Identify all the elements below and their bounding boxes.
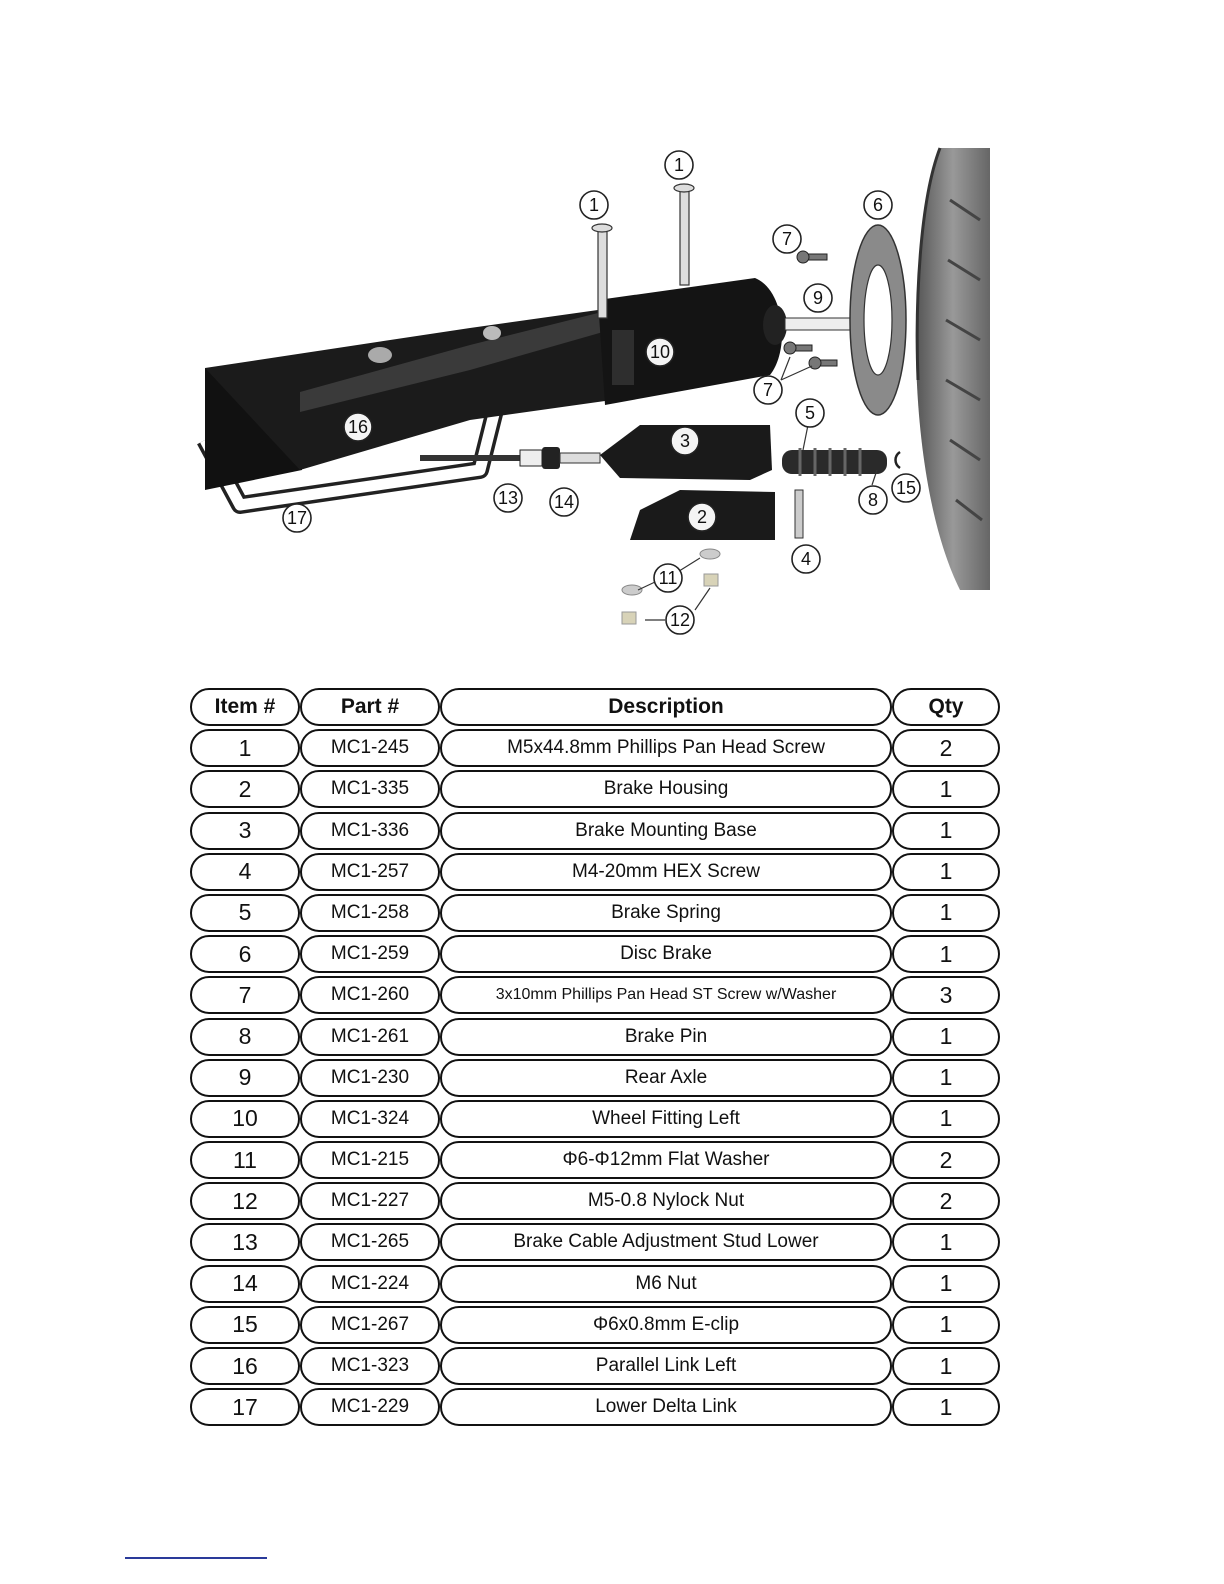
footnote-rule [125, 1557, 267, 1559]
item-cell: 17 [190, 1388, 300, 1426]
item-cell: 11 [190, 1141, 300, 1179]
table-row [190, 770, 1002, 811]
callout-item-1a [580, 191, 608, 219]
svg-text:13: 13 [497, 488, 519, 508]
item-cell: 3 [190, 812, 300, 850]
description-cell: Disc Brake [440, 935, 892, 973]
item-cell: 13 [190, 1223, 300, 1261]
header-item: Item # [190, 688, 300, 726]
table-row [190, 729, 1002, 770]
table-row [190, 1059, 1002, 1100]
qty-cell: 1 [892, 1265, 1000, 1303]
callout-item-3 [671, 427, 699, 455]
item-cell: 10 [190, 1100, 300, 1138]
qty-cell: 2 [892, 1141, 1000, 1179]
table-row [190, 935, 1002, 976]
callout-item-11 [654, 564, 682, 592]
table-row [190, 894, 1002, 935]
qty-cell: 1 [892, 853, 1000, 891]
callout-item-6 [864, 191, 892, 219]
svg-text:2: 2 [696, 507, 708, 527]
qty-cell: 1 [892, 1018, 1000, 1056]
table-row [190, 1018, 1002, 1059]
qty-cell: 1 [892, 1306, 1000, 1344]
table-row [190, 1265, 1002, 1306]
callout-item-10 [646, 338, 674, 366]
callout-item-12 [666, 606, 694, 634]
header-part: Part # [300, 688, 440, 726]
callout-item-5 [796, 399, 824, 427]
part-number-cell: MC1-230 [300, 1059, 440, 1097]
item-cell: 2 [190, 770, 300, 808]
description-cell: Φ6-Φ12mm Flat Washer [440, 1141, 892, 1179]
description-cell: 3x10mm Phillips Pan Head ST Screw w/Washer [440, 976, 892, 1014]
description-cell: Brake Mounting Base [440, 812, 892, 850]
item-cell: 1 [190, 729, 300, 767]
tire-illustration [916, 148, 990, 590]
callout-item-8 [859, 486, 887, 514]
qty-cell: 1 [892, 1347, 1000, 1385]
qty-cell: 1 [892, 1100, 1000, 1138]
part-number-cell: MC1-257 [300, 853, 440, 891]
part-number-cell: MC1-267 [300, 1306, 440, 1344]
table-row [190, 1223, 1002, 1264]
description-cell: Brake Housing [440, 770, 892, 808]
svg-text:16: 16 [347, 417, 369, 437]
table-row [190, 853, 1002, 894]
svg-text:7: 7 [781, 229, 793, 249]
table-row [190, 976, 1002, 1017]
svg-text:15: 15 [895, 478, 917, 498]
part-number-cell: MC1-335 [300, 770, 440, 808]
description-cell: Brake Spring [440, 894, 892, 932]
callout-item-7a [773, 225, 801, 253]
callout-item-15 [892, 474, 920, 502]
exploded-parts-diagram [0, 0, 1224, 660]
qty-cell: 2 [892, 729, 1000, 767]
description-cell: M4-20mm HEX Screw [440, 853, 892, 891]
callout-item-1b [665, 151, 693, 179]
description-cell: M5x44.8mm Phillips Pan Head Screw [440, 729, 892, 767]
qty-cell: 1 [892, 770, 1000, 808]
svg-text:14: 14 [553, 492, 575, 512]
svg-text:8: 8 [867, 490, 879, 510]
table-row [190, 1182, 1002, 1223]
svg-text:9: 9 [812, 288, 824, 308]
callout-item-14 [550, 488, 578, 516]
part-number-cell: MC1-258 [300, 894, 440, 932]
svg-text:6: 6 [872, 195, 884, 215]
description-cell: Lower Delta Link [440, 1388, 892, 1426]
part-number-cell: MC1-227 [300, 1182, 440, 1220]
svg-text:17: 17 [286, 508, 308, 528]
svg-text:1: 1 [588, 195, 600, 215]
table-header-row [190, 688, 1002, 729]
description-cell: M6 Nut [440, 1265, 892, 1303]
description-cell: Wheel Fitting Left [440, 1100, 892, 1138]
table-row [190, 1388, 1002, 1429]
header-description: Description [440, 688, 892, 726]
parts-table [190, 688, 1002, 1429]
part-number-cell: MC1-259 [300, 935, 440, 973]
description-cell: Brake Cable Adjustment Stud Lower [440, 1223, 892, 1261]
callout-item-2 [688, 503, 716, 531]
qty-cell: 3 [892, 976, 1000, 1014]
item-cell: 7 [190, 976, 300, 1014]
part-number-cell: MC1-323 [300, 1347, 440, 1385]
item-cell: 16 [190, 1347, 300, 1385]
part-number-cell: MC1-260 [300, 976, 440, 1014]
table-body [190, 729, 1002, 1429]
table-row [190, 1306, 1002, 1347]
callout-item-17 [283, 504, 311, 532]
qty-cell: 1 [892, 1388, 1000, 1426]
svg-text:12: 12 [669, 610, 691, 630]
svg-text:4: 4 [800, 549, 812, 569]
item-cell: 8 [190, 1018, 300, 1056]
item-cell: 15 [190, 1306, 300, 1344]
item-cell: 6 [190, 935, 300, 973]
qty-cell: 1 [892, 894, 1000, 932]
callout-item-16 [344, 413, 372, 441]
callout-item-9 [804, 284, 832, 312]
item-cell: 9 [190, 1059, 300, 1097]
description-cell: Φ6x0.8mm E-clip [440, 1306, 892, 1344]
brake-spring [782, 448, 887, 476]
part-number-cell: MC1-336 [300, 812, 440, 850]
table-row [190, 1347, 1002, 1388]
table-row [190, 1100, 1002, 1141]
part-number-cell: MC1-224 [300, 1265, 440, 1303]
svg-text:10: 10 [649, 342, 671, 362]
part-number-cell: MC1-245 [300, 729, 440, 767]
description-cell: Parallel Link Left [440, 1347, 892, 1385]
table-row [190, 1141, 1002, 1182]
part-number-cell: MC1-229 [300, 1388, 440, 1426]
description-cell: M5-0.8 Nylock Nut [440, 1182, 892, 1220]
table-row [190, 812, 1002, 853]
part-number-cell: MC1-324 [300, 1100, 440, 1138]
description-cell: Brake Pin [440, 1018, 892, 1056]
svg-text:11: 11 [658, 568, 678, 588]
part-number-cell: MC1-215 [300, 1141, 440, 1179]
qty-cell: 2 [892, 1182, 1000, 1220]
header-qty: Qty [892, 688, 1000, 726]
svg-text:5: 5 [804, 403, 816, 423]
svg-text:1: 1 [673, 155, 685, 175]
svg-text:7: 7 [762, 380, 774, 400]
svg-text:3: 3 [679, 431, 691, 451]
item-cell: 4 [190, 853, 300, 891]
qty-cell: 1 [892, 1223, 1000, 1261]
part-number-cell: MC1-261 [300, 1018, 440, 1056]
disc-brake [850, 225, 906, 415]
description-cell: Rear Axle [440, 1059, 892, 1097]
item-cell: 14 [190, 1265, 300, 1303]
qty-cell: 1 [892, 1059, 1000, 1097]
callout-item-4 [792, 545, 820, 573]
callout-item-7b [754, 376, 782, 404]
qty-cell: 1 [892, 935, 1000, 973]
part-number-cell: MC1-265 [300, 1223, 440, 1261]
item-cell: 12 [190, 1182, 300, 1220]
qty-cell: 1 [892, 812, 1000, 850]
callout-item-13 [494, 484, 522, 512]
item-cell: 5 [190, 894, 300, 932]
